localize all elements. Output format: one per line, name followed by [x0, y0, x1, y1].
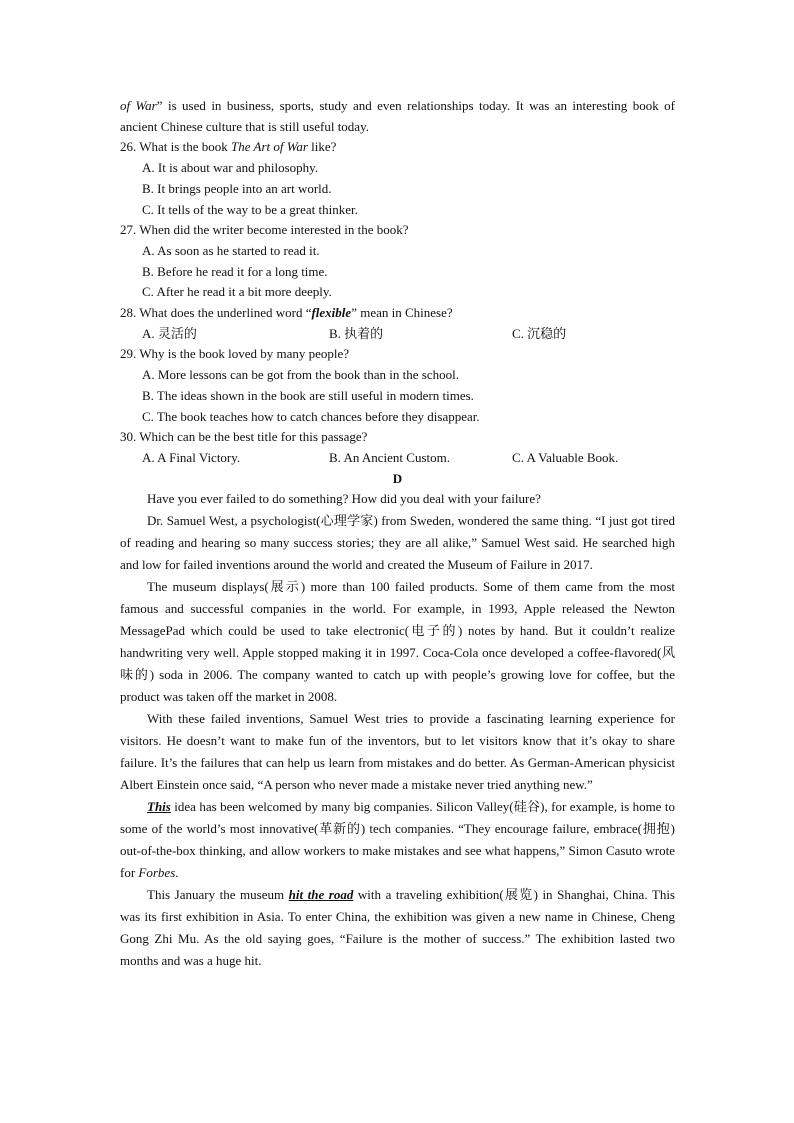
book-title-fragment: of War: [120, 98, 157, 113]
passage-paragraph-5: [120, 796, 675, 884]
q26-option-c: C. It tells of the way to be a great thinker.: [142, 201, 358, 217]
q26-stem-post: like?: [307, 139, 337, 155]
passage-paragraph-1: Have you ever failed to do something? How did you deal with your failure?: [147, 491, 541, 507]
q28-option-b: B. 执着的: [329, 325, 384, 341]
question-28: [120, 303, 675, 324]
q28-option-a: A. 灵活的: [142, 325, 197, 341]
passage-paragraph-4: With these failed inventions, Samuel West tries to provide a fascinating learning experience for visitors. He doesn’t want to make fun of the inventors, but to let visitors know that it’s okay to share failure. It’s the failures that can help us learn from mistakes and do better. As German-American physicist Albert Einstein once said, “A person who never made a mistake never tried anything new.”: [120, 711, 675, 793]
q26-option-a: A. It is about war and philosophy.: [142, 160, 319, 176]
question-26: [120, 137, 675, 158]
question-30: 30. Which can be the best title for this passage?: [120, 429, 368, 445]
q27-option-a: A. As soon as he started to read it.: [142, 242, 320, 258]
document-page: [120, 96, 675, 972]
q30-option-a: A. A Final Victory.: [142, 449, 241, 465]
intro-paragraph: [120, 96, 675, 137]
q27-option-b: B. Before he read it for a long time.: [142, 263, 328, 279]
p6-post: with a traveling exhibition(展览) in Shanghai, China. This was its first exhibition in Asia. To enter China, the exhibition was given a new name in Chinese, Cheng Gong Zhi Mu. As the old saying goes, “Failure is the mother of success.” The exhibition lasted two months and was a huge hit.: [120, 887, 675, 969]
q28-option-c: C. 沉稳的: [512, 325, 567, 341]
q28-word: flexible: [311, 305, 352, 321]
question-29: 29. Why is the book loved by many people?: [120, 346, 350, 362]
q29-option-a: A. More lessons can be got from the book than in the school.: [142, 367, 459, 383]
q28-options: [120, 324, 675, 345]
p6-pre: This January the museum: [147, 887, 289, 903]
q28-stem-pre: 28. What does the underlined word “: [120, 305, 312, 321]
p5-text: idea has been welcomed by many big companies. Silicon Valley(硅谷), for example, is home to some of the world’s most innovative(革新的) tech companies. “They encourage failure, embrace(拥抱) out-of-the-box thinking, and allow workers to make mistakes and see what happens,” Simon Casuto wrote for: [120, 799, 675, 881]
q28-stem-post: ” mean in Chinese?: [351, 305, 453, 321]
section-title: D: [392, 470, 403, 486]
intro-text: ” is used in business, sports, study and even relationships today. It was an interesting book of ancient Chinese culture that is still useful today.: [120, 98, 675, 134]
underlined-phrase-hit-the-road: hit the road: [288, 887, 354, 903]
q26-option-b: B. It brings people into an art world.: [142, 180, 332, 196]
passage-paragraph-3: The museum displays(展示) more than 100 failed products. Some of them came from the most famous and successful companies in the world. For example, in 1993, Apple released the Newton MessagePad which could be used to take electronic(电子的) notes by hand. But it couldn’t realize handwriting very well. Apple stopped making it in 1997. Coca-Cola once developed a coffee-flavored(风味的) soda in 2006. The company wanted to catch up with people’s growing love for coffee, but the product was taken off the market in 2008.: [120, 579, 675, 705]
q27-option-c: C. After he read it a bit more deeply.: [142, 284, 332, 300]
question-27: 27. When did the writer become interested in the book?: [120, 222, 409, 238]
passage-paragraph-2: Dr. Samuel West, a psychologist(心理学家) from Sweden, wondered the same thing. “I just got tired of reading and hearing so many success stories; they are all alike,” Samuel West said. He searched high and low for failed inventions around the world and created the Museum of Failure in 2017.: [120, 513, 675, 573]
q29-option-c: C. The book teaches how to catch chances before they disappear.: [142, 408, 480, 424]
underlined-word-this: This: [147, 799, 171, 815]
q30-option-c: C. A Valuable Book.: [512, 449, 619, 465]
q26-stem-pre: 26. What is the book: [120, 139, 231, 155]
q30-options: [120, 448, 675, 469]
q30-option-b: B. An Ancient Custom.: [329, 449, 450, 465]
q26-book-title: The Art of War: [230, 139, 308, 155]
forbes-italic: Forbes: [138, 865, 176, 881]
passage-paragraph-6: [120, 884, 675, 972]
q29-option-b: B. The ideas shown in the book are still useful in modern times.: [142, 387, 474, 403]
p5-end: .: [175, 865, 179, 881]
